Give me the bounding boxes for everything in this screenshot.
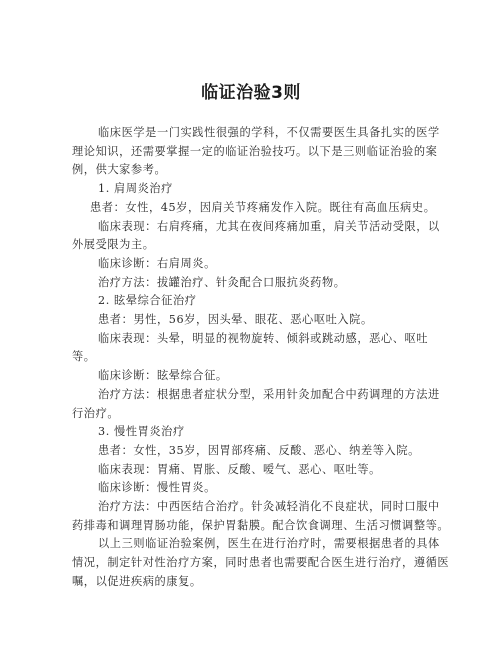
case-2-patient: 患者：男性，56岁，因头晕、眼花、恶心呕吐入院。 (98, 313, 373, 327)
case-3-diagnosis: 临床诊断：慢性胃炎。 (98, 481, 216, 495)
document-title: 临证治验3则 (201, 83, 301, 103)
case-2-treatment: 治疗方法：根据患者症状分型，采用针灸加配合中药调理的方法进行治疗。 (72, 387, 440, 420)
case-2-symptoms: 临床表现：头晕，明显的视物旋转、倾斜或跳动感，恶心、呕吐等。 (72, 331, 429, 364)
case-2-diagnosis: 临床诊断：眩晕综合征。 (98, 369, 228, 383)
case-1-diagnosis: 临床诊断：右肩周炎。 (98, 256, 216, 270)
conclusion-paragraph: 以上三则临证治验案例，医生在进行治疗时，需要根据患者的具体情况，制定针对性治疗方案，同时患者也需要配合医生进行治疗，遵循医嘱，以促进疾病的康复。 (72, 537, 450, 588)
case-1-heading: 1. 肩周炎治疗 (98, 182, 173, 196)
case-3-heading: 3. 慢性胃炎治疗 (98, 425, 185, 439)
case-3-patient: 患者：女性，35岁，因胃部疼痛、反酸、恶心、纳差等入院。 (98, 443, 420, 457)
case-1-treatment: 治疗方法：拔罐治疗、针灸配合口服抗炎药物。 (98, 275, 346, 289)
case-1-patient: 患者：女性，45岁，因肩关节疼痛发作入院。既往有高血压病史。 (90, 200, 436, 214)
case-3-symptoms: 临床表现：胃痛、胃胀、反酸、嗳气、恶心、呕吐等。 (98, 462, 381, 476)
intro-paragraph: 临床医学是一门实践性很强的学科，不仅需要医生具备扎实的医学理论知识，还需要掌握一定的临证治验技巧。以下是三则临证治验的案例，供大家参考。 (72, 126, 440, 177)
case-2-heading: 2. 眩晕综合征治疗 (98, 294, 197, 308)
case-3-treatment: 治疗方法：中西医结合治疗。针灸减轻消化不良症状，同时口服中药排毒和调理胃肠功能，保护胃黏膜。配合饮食调理、生活习惯调整等。 (72, 500, 450, 532)
document-body (72, 124, 450, 592)
case-1-symptoms: 临床表现：右肩疼痛，尤其在夜间疼痛加重，肩关节活动受限，以外展受限为主。 (72, 219, 440, 252)
